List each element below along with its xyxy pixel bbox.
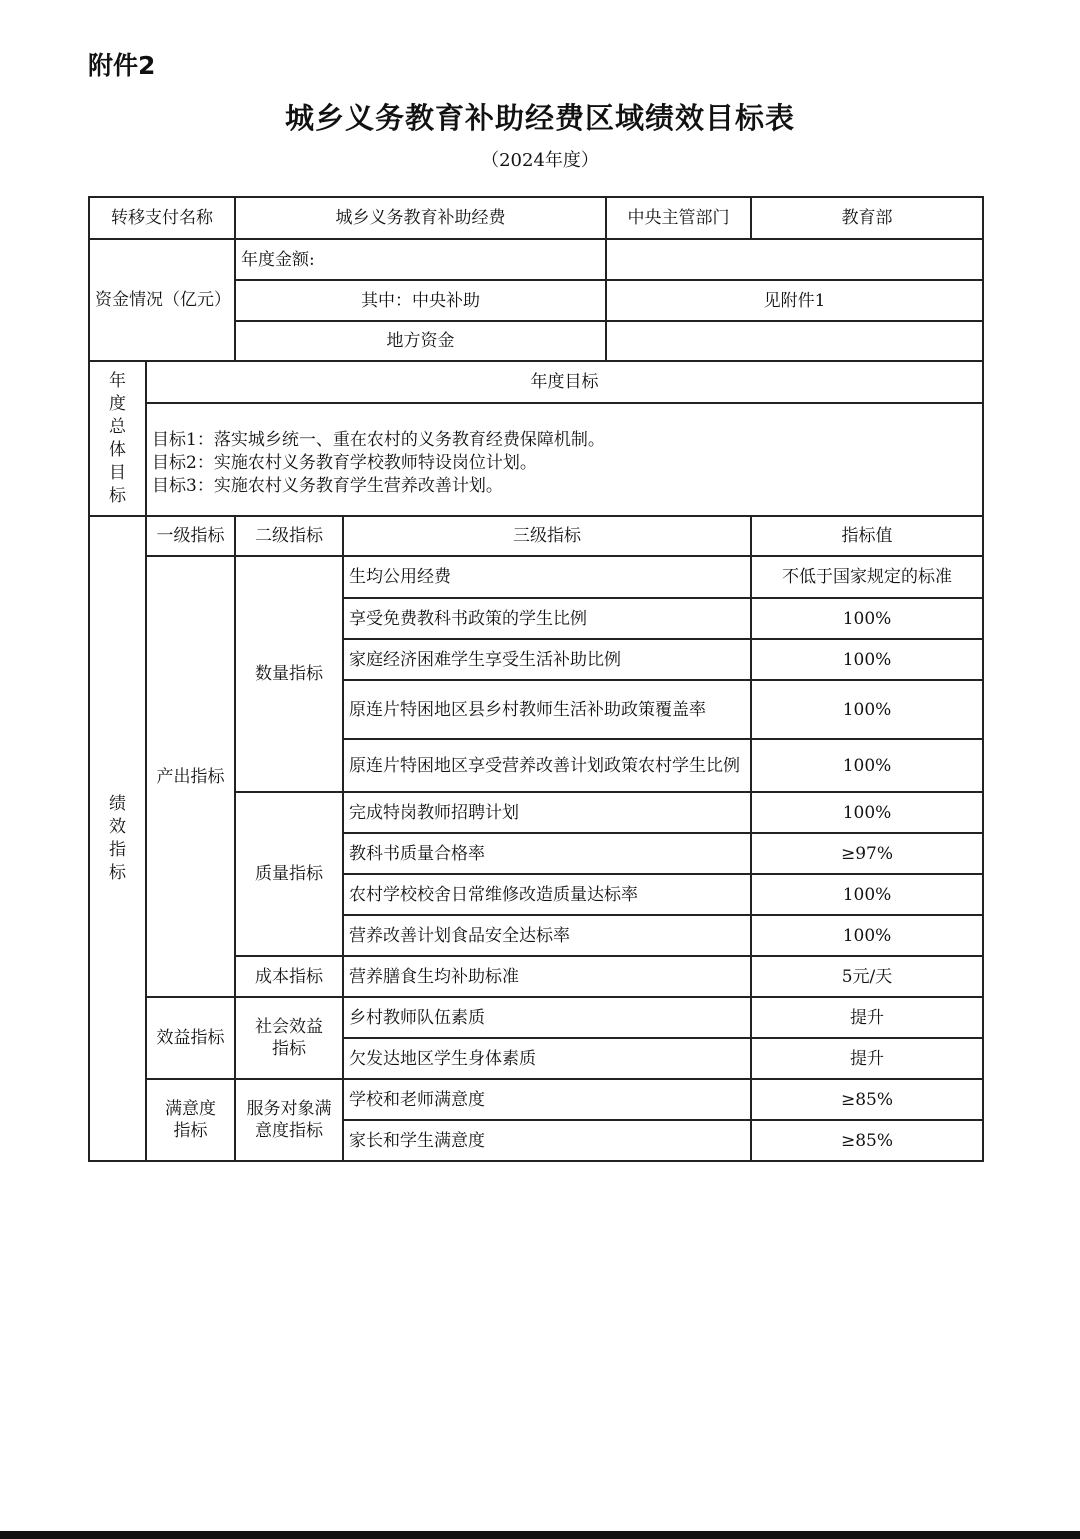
- transfer-name: 城乡义务教育补助经费: [235, 197, 606, 239]
- indicator-value: 100%: [751, 680, 983, 739]
- goal-3: 目标3：实施农村义务教育学生营养改善计划。: [152, 476, 503, 496]
- document-year: （2024年度）: [481, 150, 599, 171]
- goal-2: 目标2：实施农村义务教育学校教师特设岗位计划。: [152, 453, 537, 473]
- indicator-name: 农村学校校舍日常维修改造质量达标率: [343, 874, 751, 915]
- transfer-name-label: 转移支付名称: [89, 197, 235, 239]
- indicator-name: 教科书质量合格率: [343, 833, 751, 874]
- central-funding-value: 见附件1: [606, 280, 983, 321]
- local-funding-value: [606, 321, 983, 361]
- indicator-name: 享受免费教科书政策的学生比例: [343, 598, 751, 639]
- indicator-value: 不低于国家规定的标准: [751, 556, 983, 598]
- annual-amount-label: 年度金额:: [235, 239, 606, 280]
- document-title: 城乡义务教育补助经费区域绩效目标表: [284, 101, 795, 135]
- indicator-name: 家长和学生满意度: [343, 1120, 751, 1161]
- indicator-value: ≥97%: [751, 833, 983, 874]
- annual-goal-header: 年度目标: [146, 361, 983, 403]
- indicator-name: 原连片特困地区县乡村教师生活补助政策覆盖率: [343, 680, 751, 739]
- level2-social-benefit: 社会效益指标: [235, 997, 343, 1079]
- goal-1: 目标1：落实城乡统一、重在农村的义务教育经费保障机制。: [152, 430, 605, 450]
- indicator-name: 生均公用经费: [343, 556, 751, 598]
- indicator-value: ≥85%: [751, 1120, 983, 1161]
- level2-quality: 质量指标: [235, 792, 343, 956]
- indicator-value: 5元/天: [751, 956, 983, 997]
- dept: 教育部: [751, 197, 983, 239]
- indicator-value: 100%: [751, 792, 983, 833]
- overall-goal-label: 年度总体目标: [89, 361, 146, 516]
- level1-satisfaction: 满意度指标: [146, 1079, 235, 1161]
- indicator-value: 100%: [751, 598, 983, 639]
- level2-quantity: 数量指标: [235, 556, 343, 792]
- bottom-edge: [0, 1531, 1080, 1539]
- indicator-name: 欠发达地区学生身体素质: [343, 1038, 751, 1079]
- indicator-name: 营养改善计划食品安全达标率: [343, 915, 751, 956]
- col-level2: 二级指标: [235, 516, 343, 556]
- local-funding-label: 地方资金: [235, 321, 606, 361]
- indicator-name: 完成特岗教师招聘计划: [343, 792, 751, 833]
- indicator-name: 家庭经济困难学生享受生活补助比例: [343, 639, 751, 680]
- indicator-value: 100%: [751, 639, 983, 680]
- attachment-label: 附件2: [88, 51, 156, 80]
- indicators-label: 绩效指标: [89, 516, 146, 1161]
- level1-benefit: 效益指标: [146, 997, 235, 1079]
- indicator-value: 100%: [751, 874, 983, 915]
- indicator-name: 乡村教师队伍素质: [343, 997, 751, 1038]
- indicator-name: 学校和老师满意度: [343, 1079, 751, 1120]
- indicator-value: 100%: [751, 915, 983, 956]
- col-value: 指标值: [751, 516, 983, 556]
- funding-label: 资金情况（亿元）: [89, 239, 235, 361]
- level1-output: 产出指标: [146, 556, 235, 997]
- indicator-name: 营养膳食生均补助标准: [343, 956, 751, 997]
- annual-amount-value: [606, 239, 983, 280]
- performance-target-table: [88, 196, 984, 1162]
- level2-service-satisfaction: 服务对象满意度指标: [235, 1079, 343, 1161]
- indicator-value: ≥85%: [751, 1079, 983, 1120]
- indicator-value: 100%: [751, 739, 983, 792]
- level2-cost: 成本指标: [235, 956, 343, 997]
- dept-label: 中央主管部门: [606, 197, 751, 239]
- col-level1: 一级指标: [146, 516, 235, 556]
- col-level3: 三级指标: [343, 516, 751, 556]
- indicator-name: 原连片特困地区享受营养改善计划政策农村学生比例: [343, 739, 751, 792]
- indicator-value: 提升: [751, 1038, 983, 1079]
- annual-goals: [146, 403, 983, 516]
- central-funding-label: 其中：中央补助: [235, 280, 606, 321]
- indicator-value: 提升: [751, 997, 983, 1038]
